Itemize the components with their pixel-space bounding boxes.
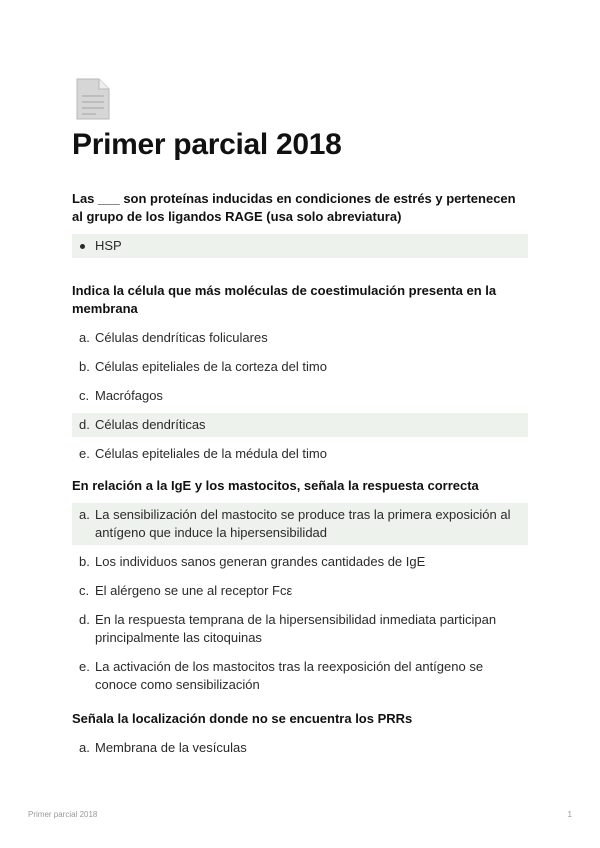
- answer-marker: b.: [79, 554, 90, 569]
- answer-list: [72, 326, 528, 466]
- answer-option-c: [72, 384, 528, 408]
- answer-option-e: [72, 655, 528, 697]
- answer-option-b: [72, 355, 528, 379]
- bullet-icon: [80, 244, 85, 249]
- question-text: En relación a la IgE y los mastocitos, señala la respuesta correcta: [72, 478, 479, 493]
- answer-option-a-selected: [72, 503, 528, 545]
- answer-text: En la respuesta temprana de la hipersensibilidad inmediata participan principalmente las citoquinas: [95, 612, 497, 645]
- answer-option-d-selected: [72, 413, 528, 437]
- answer-marker: c.: [79, 583, 90, 598]
- footer-page-number: 1: [567, 810, 572, 819]
- question-text: Las ___ son proteínas inducidas en condiciones de estrés y pertenecen al grupo de los ligandos RAGE (usa solo abreviatura): [72, 191, 516, 224]
- answer-text: El alérgeno se une al receptor Fcε: [95, 583, 293, 598]
- answer-option-b: [72, 550, 528, 574]
- answer-option-c: [72, 579, 528, 603]
- answer-marker: a.: [79, 740, 90, 755]
- answer-marker: b.: [79, 359, 90, 374]
- answer-text: La sensibilización del mastocito se produce tras la primera exposición al antígeno que induce la hipersensibilidad: [95, 507, 511, 540]
- answer-list: [72, 503, 528, 697]
- answer-option-e: [72, 442, 528, 466]
- question-text: Indica la célula que más moléculas de coestimulación presenta en la membrana: [72, 283, 497, 316]
- answer-text: Células epiteliales de la médula del timo: [95, 446, 327, 461]
- answer-option-a: [72, 736, 528, 760]
- answer-marker: a.: [79, 330, 90, 345]
- question-text: Señala la localización donde no se encuentra los PRRs: [72, 711, 413, 726]
- answer-option-selected: [72, 234, 528, 258]
- answer-text: Células epiteliales de la corteza del timo: [95, 359, 327, 374]
- document-page-icon: [75, 77, 111, 121]
- answer-text: Los individuos sanos generan grandes cantidades de IgE: [95, 554, 426, 569]
- answer-option-a: [72, 326, 528, 350]
- answer-marker: a.: [79, 507, 90, 522]
- answer-marker: e.: [79, 659, 90, 674]
- answer-marker: c.: [79, 388, 90, 403]
- page-title: Primer parcial 2018: [72, 128, 342, 161]
- answer-list: [72, 736, 528, 760]
- answer-text: HSP: [95, 238, 122, 253]
- answer-marker: d.: [79, 417, 90, 432]
- question-3: [72, 477, 528, 702]
- answer-text: Membrana de la vesículas: [95, 740, 247, 755]
- answer-text: Macrófagos: [95, 388, 163, 403]
- answer-marker: e.: [79, 446, 90, 461]
- question-1: [72, 190, 528, 263]
- answer-list: [72, 234, 528, 258]
- footer-document-title: Primer parcial 2018: [28, 810, 98, 819]
- question-2: [72, 282, 528, 471]
- answer-text: Células dendríticas foliculares: [95, 330, 268, 345]
- answer-text: Células dendríticas: [95, 417, 206, 432]
- answer-text: La activación de los mastocitos tras la reexposición del antígeno se conoce como sensibilización: [95, 659, 484, 692]
- answer-marker: d.: [79, 612, 90, 627]
- question-4: [72, 710, 528, 765]
- answer-option-d: [72, 608, 528, 650]
